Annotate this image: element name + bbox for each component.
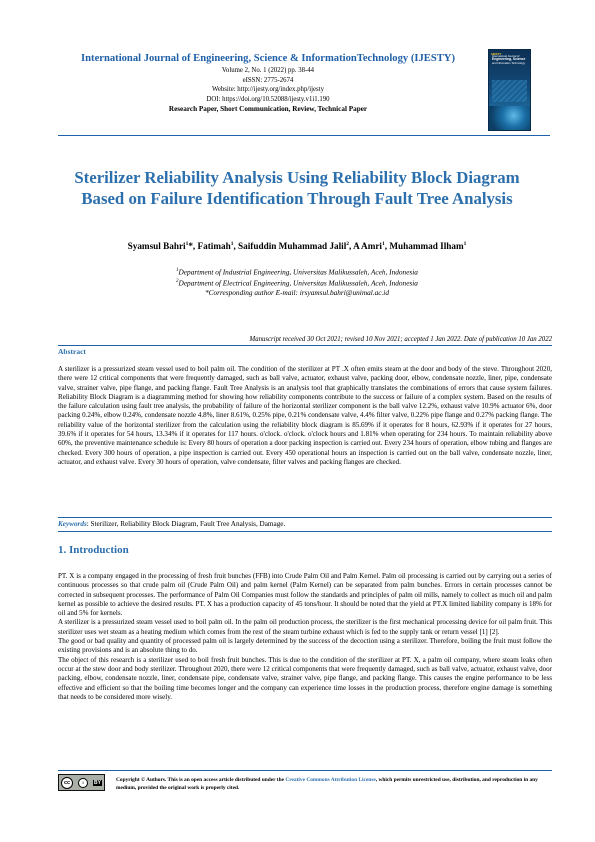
manuscript-dates: Manuscript received 30 Oct 2021; revised 10 Nov 2021; accepted 1 Jan 2022. Date of publication 10 Jan 2022 xyxy=(249,336,552,343)
footer-divider xyxy=(58,770,552,771)
license-link[interactable]: Creative Commons Attribution License xyxy=(285,777,376,783)
author-list xyxy=(58,241,536,251)
author-separator: , xyxy=(233,241,239,252)
cover-badge: IJESTY xyxy=(491,52,502,56)
keywords-bottom-rule xyxy=(58,531,552,532)
cover-title-line1: International Journal of xyxy=(492,55,520,58)
eissn-line: eISSN: 2775-2674 xyxy=(242,76,294,84)
affiliation-text: Department of Electrical Engineering, Universitas Malikussaleh, Aceh, Indonesia xyxy=(178,278,418,288)
corresponding-mark: *, xyxy=(188,241,198,252)
author-name: Fatimah xyxy=(197,241,231,252)
author-sup: 1 xyxy=(463,241,467,247)
paragraph: PT. X is a company engaged in the processing of fresh fruit bunches (FFB) into Crude Palm Oil and Palm Kernel. Palm oil processing is carried out by carrying out a series of continuous processes so that crude palm oil (Crude Palm Oil) and palm kernel (Palm Kernel) can be separated from palm bunches. Errors in certain processes cannot be corrected in subsequent processes. The performance of Palm Oil Companies must follow the standards and principles of palm oil mills, namely to collect as much oil and palm kernel as possible to achieve the desired results. PT. X has a production capacity of 45 tons/hour. It should be noted that the yield at PT.X limited liability company is 18% for oil and 5% for kernels. xyxy=(58,572,552,618)
author-name: Saifuddin Muhammad Jalil xyxy=(238,241,347,252)
volume-line: Volume 2, No. 1 (2022) pp. 38-44 xyxy=(221,67,315,74)
journal-cover-image xyxy=(488,49,531,131)
header-divider xyxy=(58,135,550,136)
author-separator: , xyxy=(384,241,390,252)
cover-title-line3: and Information Technology xyxy=(492,61,525,65)
keywords-text: : Sterilizer, Reliability Block Diagram, Fault Tree Analysis, Damage. xyxy=(86,520,286,528)
author-sup: 2 xyxy=(346,241,350,247)
abstract-top-rule xyxy=(58,345,552,346)
author-sup: 1 xyxy=(230,241,234,247)
person-icon: i xyxy=(78,778,88,788)
cover-globe-graphic xyxy=(489,106,530,130)
affiliation-text: Department of Industrial Engineering, Universitas Malikussaleh, Aceh, Indonesia xyxy=(178,267,418,277)
cover-title-line2: Engineering, Science xyxy=(492,57,526,62)
copyright-text: Copyright © Authors. This is an open access article distributed under the xyxy=(116,777,286,783)
affiliation-sup: 1 xyxy=(176,268,179,273)
paper-type-line: Research Paper, Short Communication, Review, Technical Paper xyxy=(168,105,368,114)
introduction-body xyxy=(58,572,552,702)
cc-by-license-icon[interactable] xyxy=(58,774,105,791)
keywords-top-rule xyxy=(58,517,552,518)
author-name: Muhammad Ilham xyxy=(389,241,464,252)
author-separator: , xyxy=(349,241,354,252)
abstract-text: A sterilizer is a pressurized steam vessel used to boil palm oil. The condition of the sterilizer at PT .X often emits steam at the door and body of the steve. Throughout 2020, there were 12 critical components that were frequently damaged, such as ball valve, actuator, exhaust valve, packing door, elbow, condensate nozzle, liner, pipe, condensate valve, strainer valve, pipe flange, and packing flange. Fault Tree Analysis is an analysis tool that graphically translates the combinations of errors that cause system failures. Reliability Block Diagram is a diagramming method for showing how reliability components contribute to the success or failure of a complex system. Based on the results of the failure calculation using fault tree analysis, the probability of failure of the horizontal sterilizer component is the ball valve 12.2%, exhaust valve 10.9% actuator 6%, door packing 0.24%, elbow 0.24%, condensate nozzle 4.8%, liner 8.61%, 0.25% pipe, 0.21% condensate valve, 4.4% filter valve, 0.22% pipe flange and 0.27% packing flange. The reliability value of the horizontal sterilizer from the calculation using the reliability block diagram is 85.69% if it operates for 8 hours, 62.93% if it operates for 27 hours, 39.6% if it operates for 54 hours, 13.34% if it operates for 117 hours. o'clock. o'clock. o'clock hours and 1.81% when operating for 234 hours. To maintain reliability above 60%, the preventive maintenance schedule is: Every 80 hours of operation a door packing inspection is carried out. Every 234 hours of operation, elbow tubing and flanges are checked. Every 300 hours of operation, a pipe inspection is carried out. Every 450 operational hours an inspection is carried out on the ball valve, condensate nozzle, liner, actuator, and exhaust valve. Every 30 hours of operation, valve condensate, filter valves and packing flanges are checked. xyxy=(58,365,552,466)
cc-icon: cc xyxy=(61,777,73,789)
author-name: A Amri xyxy=(353,241,382,252)
abstract-heading: Abstract xyxy=(58,347,86,356)
section-heading-introduction: 1. Introduction xyxy=(58,544,129,556)
paragraph: A sterilizer is a pressurized steam vessel used to boil palm oil. In the palm oil production process, the sterilizer is the first mechanical processing device for oil palm fruit. This sterilizer uses wet steam as a heating medium which comes from the rest of the steam turbine exhaust which is fed to the supply tank or return vessel [1] [2]. xyxy=(58,618,552,636)
author-sup: 1 xyxy=(381,241,385,247)
copyright-notice xyxy=(116,776,552,792)
affiliation-1 xyxy=(58,266,536,277)
doi-line[interactable]: DOI: https://doi.org/10.52088/ijesty.v1i1.190 xyxy=(206,95,330,103)
keywords xyxy=(58,520,552,529)
affiliation-sup: 2 xyxy=(176,279,179,285)
paper-title-line1: Sterilizer Reliability Analysis Using Reliability Block Diagram xyxy=(74,168,520,187)
by-label: BY xyxy=(94,779,101,786)
author-name: Syamsul Bahri xyxy=(127,241,186,252)
paragraph: The object of this research is a sterilizer used to boil fresh fruit bunches. This is due to the condition of the sterilizer at PT. X, a palm oil company, where steam leaks often occur at the stew door and body sterilizer. Throughout 2020, there were 12 critical components that were frequently damaged, such as ball valve, actuator, exhaust valve, door packing, elbow, condensate nozzle, liner, condensate pipe, condensate valve, strainer valve, pipe flange, and packing flange. This causes the engine performance to be less effective and efficient so that the boiling time becomes longer and the company can experience time losses in the production process, therefore engine damage is something that needs to be considered more wisely. xyxy=(58,655,552,701)
corresponding-author: *Corresponding author E-mail: irsyamsul.bahri@unimal.ac.id xyxy=(204,288,389,298)
paper-title-line2: Based on Failure Identification Through Fault Tree Analysis xyxy=(81,188,513,208)
affiliation-2 xyxy=(58,277,536,288)
affiliations xyxy=(58,266,536,298)
paragraph: The good or bad quality and quantity of processed palm oil is largely determined by the success of the decoction using a sterilizer. Therefore, boiling the fruit must follow the existing provisions and is an absolute thing to do. xyxy=(58,637,552,655)
keywords-label: Keywords xyxy=(58,520,87,528)
paper-title xyxy=(58,168,536,209)
copyright-text: , which permits unrestricted use, distribution, and reproduction in any medium, provided the original work is properly cited. xyxy=(116,777,538,791)
cover-graphic xyxy=(492,80,527,102)
journal-header xyxy=(58,52,478,114)
website-line[interactable]: Website: http://ijesty.org/index.php/ijesty xyxy=(212,86,324,94)
journal-title: International Journal of Engineering, Science & InformationTechnology (IJESTY) xyxy=(81,53,455,64)
author-sup: 1 xyxy=(185,241,189,247)
